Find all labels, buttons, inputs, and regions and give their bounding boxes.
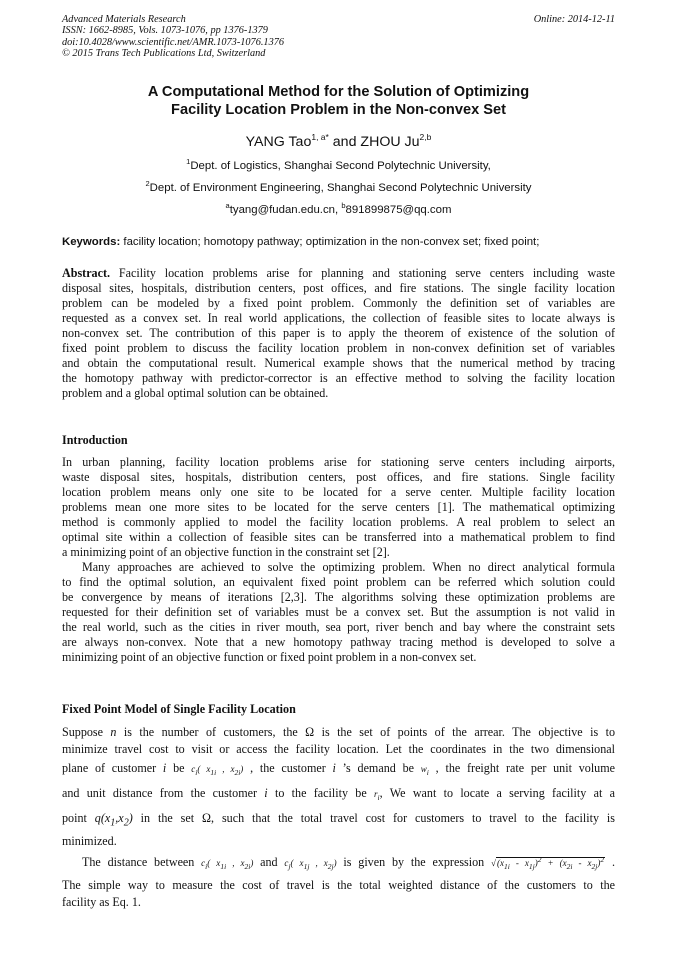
online-date: Online: 2014-12-11 — [533, 14, 615, 25]
author-2: ZHOU Ju — [360, 134, 420, 150]
s2-line — [62, 758, 615, 783]
intro-paragraph-2 — [62, 560, 615, 665]
affiliation-2 — [62, 179, 615, 194]
m: 2 — [537, 855, 542, 864]
intro-line: to find the optimal solution, an equivalent fixed point problem can be referred which solution could — [62, 575, 615, 589]
math-ci-2 — [201, 858, 254, 871]
intro-line: are always non-convex. Note that a new homotopy pathway tracing method is developed to solve a — [62, 635, 615, 649]
s2-line: The simple way to measure the cost of travel is the total weighted distance of the customers to the — [62, 877, 615, 892]
intro-heading: Introduction — [62, 433, 128, 447]
m: 2 — [600, 855, 605, 864]
m: ) — [534, 858, 538, 868]
copyright-line: © 2015 Trans Tech Publications Ltd, Switzerland — [62, 48, 266, 60]
s2-text: is the number of customers, the Ω is the set of points of the arrear. The objective is to — [116, 725, 615, 739]
s2-text: point — [62, 810, 95, 825]
m: 2i — [566, 861, 573, 871]
author-list — [62, 132, 615, 150]
s2-text: be — [166, 761, 192, 775]
m: ) — [597, 858, 601, 868]
abstract-label: Abstract. — [62, 266, 111, 280]
m: - x — [509, 858, 529, 868]
s2-text: Suppose — [62, 725, 111, 739]
m: 1 — [110, 817, 116, 828]
m: ( x — [290, 858, 304, 868]
keywords-text: facility location; homotopy pathway; optimization in the non-convex set; fixed point; — [120, 236, 540, 248]
s2-text: in the set Ω, such that the total travel cost for customers to travel to the facility is — [132, 810, 615, 825]
m: , x — [226, 858, 245, 868]
author-emails — [62, 201, 615, 216]
author-1: YANG Tao — [245, 134, 312, 150]
m: 2j — [591, 861, 598, 871]
email-a-sup: a — [225, 201, 230, 210]
s2-text: , We want to locate a serving facility at a — [379, 785, 615, 800]
m: j — [288, 861, 291, 871]
s2-text: and — [253, 855, 285, 869]
s2-text: . — [605, 855, 615, 869]
section-2-heading: Fixed Point Model of Single Facility Location — [62, 702, 296, 716]
m: + (x — [541, 858, 567, 868]
intro-line: optimal site within a collection of feasible sites can be transferred into a mathematical problem to find — [62, 530, 615, 544]
author-and: and — [328, 134, 361, 150]
m: 1i — [503, 861, 510, 871]
section-2-paragraph — [62, 724, 615, 911]
title-line-1: A Computational Method for the Solution of Optimizing — [147, 84, 530, 100]
m: , x — [216, 764, 235, 774]
intro-line: be convergence by means of iterations [2,3]. The algorithms solving these optimization problems are — [62, 590, 615, 604]
email-a[interactable]: tyang@fudan.edu.cn, — [229, 204, 342, 216]
m: c — [284, 858, 289, 868]
aff2-sup: 2 — [145, 179, 150, 188]
intro-line: In urban planning, facility location problems arise for stationing serve centers including airports, — [62, 455, 615, 469]
m: i — [205, 861, 208, 871]
author-2-sup: 2,b — [419, 132, 432, 142]
m: 2i — [244, 861, 251, 871]
s2-text: plane of customer — [62, 761, 163, 775]
m: 1j — [303, 861, 310, 871]
m: 1i — [220, 861, 227, 871]
intro-line: problems mean one more sites to be located for the serve centers [1]. The mathematical optimizing — [62, 500, 615, 514]
m: 2 — [123, 817, 129, 828]
affiliation-1 — [62, 157, 615, 172]
issn-line: ISSN: 1662-8985, Vols. 1073-1076, pp 1376-1379 — [62, 25, 268, 37]
var-n: n — [110, 725, 117, 739]
m: ) — [250, 858, 254, 868]
m: (x — [100, 810, 111, 825]
intro-line: location problem means only one site to be located for a serve center. Multiple facility location — [62, 485, 615, 499]
s2-text: ’s demand be — [335, 761, 421, 775]
keywords — [62, 236, 615, 248]
aff1-sup: 1 — [186, 157, 191, 166]
var-i: i — [332, 761, 336, 775]
s2-text: , the freight rate per unit volume — [428, 761, 615, 775]
intro-paragraph-1 — [62, 455, 615, 560]
m: - x — [572, 858, 592, 868]
keywords-label: Keywords: — [62, 236, 121, 248]
intro-line: waste disposal sites, hospitals, distribution centers, post offices, and fire stations. Single facility — [62, 470, 615, 484]
s2-text: to the facility be — [267, 785, 374, 800]
email-b[interactable]: 891899875@qq.com — [345, 204, 452, 216]
abstract-line — [62, 266, 615, 281]
aff1-text: Dept. of Logistics, Shanghai Second Polytechnic University, — [190, 160, 491, 172]
abstract-line: requested as a convex set. In real world applications, the collection of feasible sites to locate always is — [62, 311, 615, 325]
doi-line: doi:10.4028/www.scientific.net/AMR.1073-1076.1376 — [62, 36, 285, 48]
email-b-sup: b — [341, 201, 346, 210]
intro-line: minimizing point of an objective function or fixed point problem in a non-convex set. — [62, 650, 477, 664]
abstract-line: fixed point problem to discuss the facility location problem in non-convex definition set of variables — [62, 341, 615, 355]
m: 2j — [327, 861, 334, 871]
abstract-line: problem and a global optimal solution can be obtained. — [62, 386, 329, 400]
intro-line: a minimizing point of an objective function in the constraint set [2]. — [62, 545, 390, 559]
s2-line — [62, 850, 615, 877]
math-ci — [191, 764, 244, 777]
abstract-line: the homotopy pathway with predictor-corrector is an effective method to solving the facility location — [62, 371, 615, 385]
s2-line: minimize travel cost to visit or access the facility location. Let the coordinates in the two dimensional — [62, 742, 615, 756]
abstract-line: problem can be modeled by a fixed point problem. Commonly the definition set of variables are — [62, 296, 615, 310]
m: ) — [333, 858, 337, 868]
m: i — [195, 767, 198, 777]
s2-line: minimized. — [62, 834, 117, 848]
m: 1j — [528, 861, 535, 871]
m: 2i — [234, 767, 241, 777]
paper-title — [62, 83, 615, 119]
m: q — [94, 810, 101, 825]
intro-line: method is commonly applied to model the facility location problems. A real problem to select an — [62, 515, 615, 529]
m: ) — [240, 764, 244, 774]
s2-line — [62, 783, 615, 808]
abstract-text: Facility location problems arise for planning and stationing serve centers including waste — [110, 266, 615, 280]
journal-name: Advanced Materials Research — [62, 14, 186, 25]
m: 1i — [210, 767, 217, 777]
math-distance-expression: $√(x_{1i} - x_{1j})^2 + (x_{2i} - x_{2j})^2$ — [491, 855, 605, 871]
s2-text: is given by the expression — [336, 855, 491, 869]
s2-line — [62, 724, 615, 741]
m: (x — [496, 858, 504, 868]
abstract-line: disposal sites, hospitals, distribution centers, post offices, and fire stations. The single facility location — [62, 281, 615, 295]
sqrt-radicand — [496, 855, 605, 871]
s2-line: facility as Eq. 1. — [62, 894, 141, 909]
var-i: i — [162, 761, 167, 775]
m: c — [191, 764, 196, 774]
abstract — [62, 266, 615, 401]
math-q: $q(x_1,x_2)$ — [94, 810, 133, 828]
m: i — [426, 767, 429, 777]
author-1-sup: 1, a* — [311, 132, 329, 142]
var-i: i — [264, 785, 268, 800]
abstract-line: non-convex set. The contribution of this paper is to apply the theorem of existence of the solution of — [62, 326, 615, 340]
s2-line — [62, 808, 615, 833]
s2-text: , the customer — [243, 761, 333, 775]
m: r — [374, 788, 378, 799]
s2-text: and unit distance from the customer — [62, 785, 265, 800]
aff2-text: Dept. of Environment Engineering, Shanghai Second Polytechnic University — [149, 182, 532, 194]
intro-line: the real world, such as the cities in river mouth, sea port, river bench and bay where the constraint sets — [62, 620, 615, 634]
m: ( x — [207, 858, 221, 868]
math-cj — [284, 858, 337, 871]
m: w — [420, 764, 427, 774]
intro-line: Many approaches are achieved to solve the optimizing problem. When no direct analytical formula — [82, 560, 615, 574]
m: i — [377, 792, 380, 802]
m: c — [201, 858, 206, 868]
journal-header — [62, 14, 615, 60]
title-line-2: Facility Location Problem in the Non-convex Set — [171, 102, 506, 118]
m: ( x — [197, 764, 211, 774]
intro-line: requested for their definition set of variables must be a convex set. But the assumption is not valid in — [62, 605, 615, 619]
s2-text: The distance between — [82, 855, 202, 869]
abstract-line: and obtain the computational result. Numerical example shows that the numerical method by tracing — [62, 356, 615, 370]
math-wi — [420, 764, 429, 777]
m: , x — [309, 858, 328, 868]
